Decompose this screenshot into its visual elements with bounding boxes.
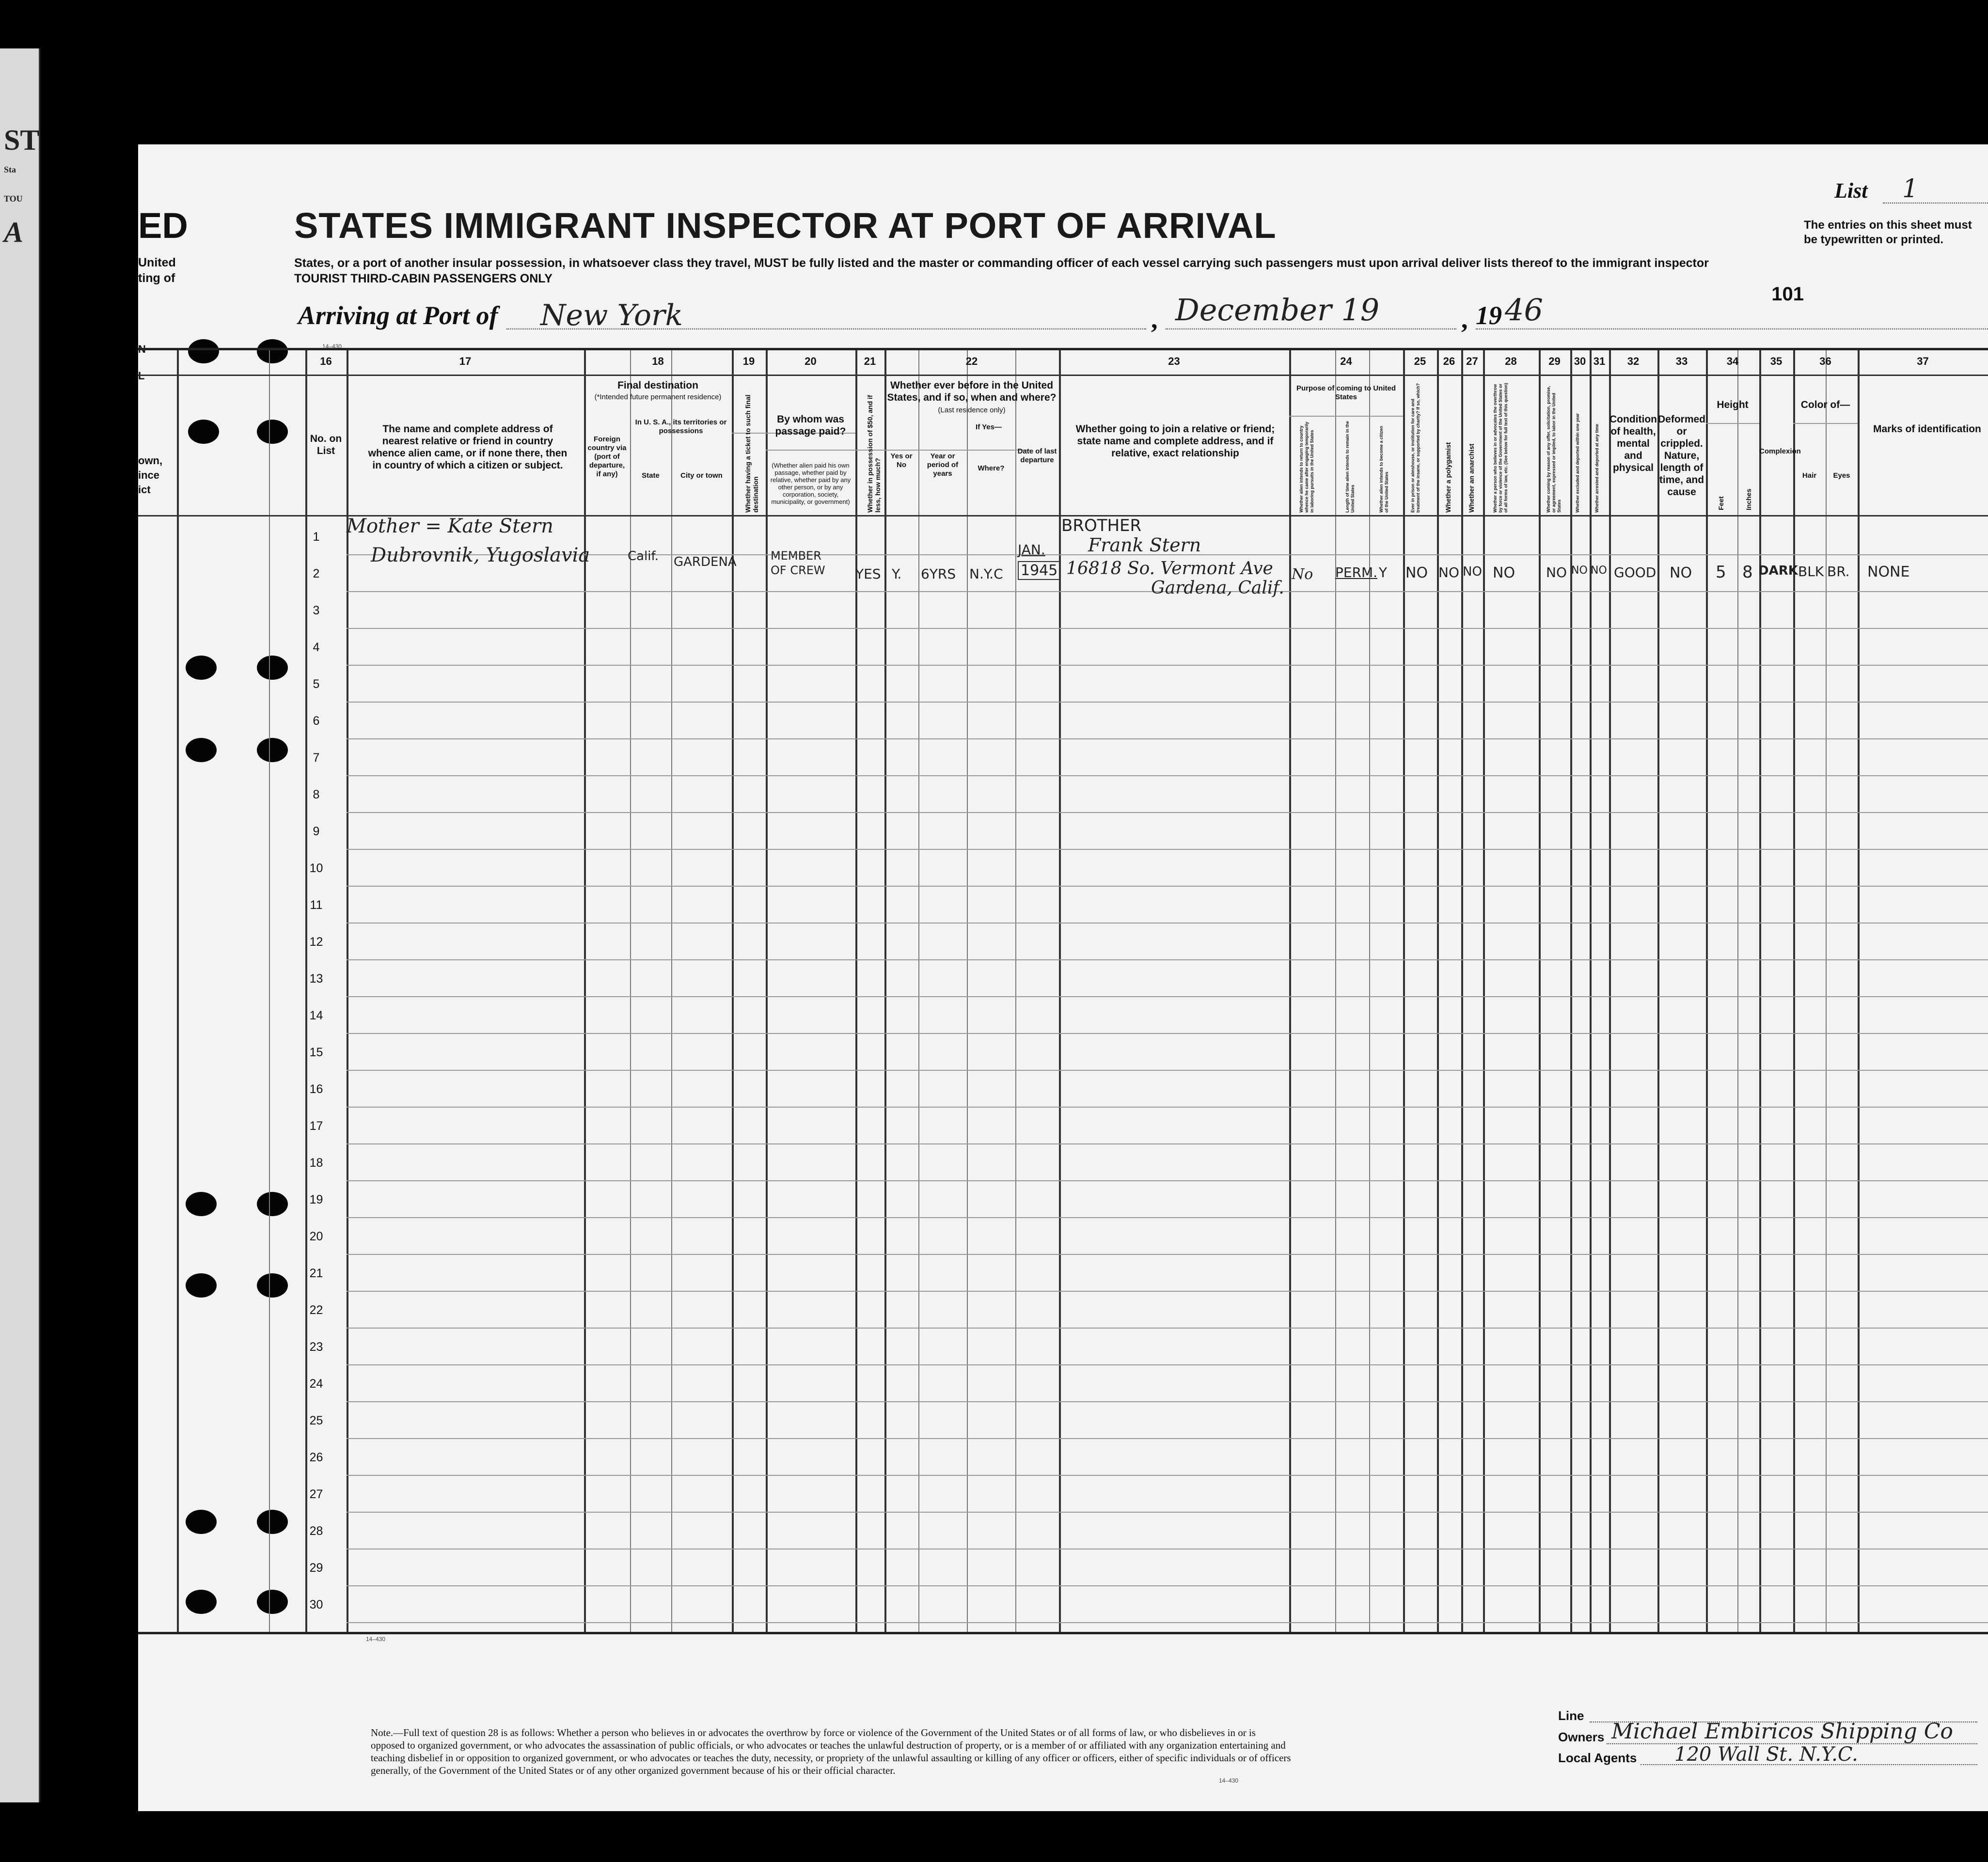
col23-header: Whether going to join a relative or friend; state name and complete address, and if relative, exact relationship <box>1075 423 1275 459</box>
column-number: 20 <box>805 355 817 367</box>
col30-header: Whether excluded and deported within one year <box>1575 413 1580 513</box>
row1-purpose-length: PERM. <box>1335 564 1378 580</box>
row-number: 16 <box>309 1082 323 1096</box>
table-divider <box>1289 350 1291 1632</box>
table-divider <box>732 350 734 1632</box>
row1-hair: BLK <box>1798 563 1824 579</box>
column-number: 33 <box>1675 355 1688 367</box>
form-code-note: 14–430 <box>1219 1777 1239 1784</box>
agents-value: 120 Wall St. N.Y.C. <box>1674 1743 1858 1766</box>
row-number: 2 <box>313 567 320 580</box>
row-number: 18 <box>309 1156 323 1170</box>
column-number: 29 <box>1548 355 1561 367</box>
arriving-label: Arriving at Port of <box>298 301 498 330</box>
col26-header: Whether a polygamist <box>1444 442 1452 513</box>
table-divider <box>347 350 348 1632</box>
column-number: 30 <box>1574 355 1586 367</box>
left-adjacent-sheet <box>0 48 40 1802</box>
table-divider <box>1858 350 1860 1632</box>
column-number: 16 <box>320 355 332 367</box>
col24-header: Purpose of coming to United States <box>1296 384 1396 401</box>
year-suffix: 46 <box>1505 292 1543 328</box>
row-number: 11 <box>310 898 323 912</box>
col19-header: Whether having a ticket to such final destination <box>744 394 759 513</box>
table-divider <box>269 350 270 1632</box>
column-number: 28 <box>1505 355 1517 367</box>
row-number: 4 <box>313 641 320 654</box>
manifest-table <box>138 348 1988 1643</box>
row1-join-city: Gardena, Calif. <box>1151 578 1284 598</box>
row-number: 22 <box>309 1303 323 1317</box>
left-col-fragment: ince <box>138 469 160 481</box>
row-rule <box>347 1217 1988 1218</box>
row1-where: N.Y.C <box>969 566 1003 582</box>
col35-header: Complexion <box>1759 447 1801 455</box>
question-28-note: Note.—Full text of question 28 is as follows: Whether a person who believes in or advocates the overthrow by force or violence of the Government of the United States or of all forms of law, or who disbelieves in or is opposed to organized government, or who advocates the assassination of public officials, or who advocates or teaches the unlawful destruction of property, or is a member of or affiliated with any organization entertaining and teaching disbelief in or opposition to organized government, or who advocates or teaches the duty, necessity, or propriety of the unlawful assaulting or killing of any officer or officers, either of specific individuals or of officers generally, of the Government of the United States or of any other organized government because of his or their official character. <box>371 1727 1291 1776</box>
row-rule <box>347 1180 1988 1181</box>
row-number: 23 <box>309 1340 323 1354</box>
col18-state: State <box>642 471 660 480</box>
row1-state: Calif. <box>628 549 659 563</box>
page-title: STATES IMMIGRANT INSPECTOR AT PORT OF ARRIVAL <box>294 205 1277 246</box>
row-rule <box>347 1512 1988 1513</box>
column-number: 19 <box>742 355 755 367</box>
left-col-fragment: N <box>138 343 146 355</box>
row1-join-relation: BROTHER <box>1061 516 1142 535</box>
row-number: 15 <box>309 1046 323 1059</box>
list-label: List <box>1834 179 1868 203</box>
comma-1: , <box>1151 305 1158 334</box>
row-rule <box>347 959 1988 960</box>
column-number: 25 <box>1414 355 1426 367</box>
manifest-page <box>138 144 1988 1811</box>
col24-sub-a: Whether alien intends to return to country whence he came after engaging temporarily in laboring pursuits in the United States <box>1299 422 1314 513</box>
row-rule <box>347 665 1988 666</box>
col37-header: Marks of identification <box>1873 423 1981 435</box>
col20-sub: (Whether alien paid his own passage, whether paid by relative, whether paid by any other person, or by any corporation, society, municipality, or government) <box>770 462 851 505</box>
col22-yes-no: Yes or No <box>890 452 913 469</box>
col36-hair: Hair <box>1802 471 1817 480</box>
lead-line-1: States, or a port of another insular possession, in whatsoever class they travel, MUST be fully listed and the master or commanding officer of each vessel carrying such passengers must upon arrival deliver lists thereof to the immigrant inspector <box>294 256 1709 270</box>
row1-city: GARDENA <box>674 555 737 569</box>
table-divider <box>1657 350 1659 1632</box>
row-rule <box>347 812 1988 813</box>
row1-q31: NO <box>1591 564 1607 577</box>
form-code-top: 14–430 <box>322 343 342 350</box>
row1-before-yes: Y. <box>892 566 902 582</box>
row1-paid-by-1: MEMBER <box>771 549 821 563</box>
row-number: 19 <box>309 1193 323 1206</box>
col22-if-yes: If Yes— <box>976 423 1002 431</box>
table-divider <box>1335 350 1336 1632</box>
row-rule <box>347 1585 1988 1586</box>
column-number: 17 <box>459 355 472 367</box>
column-number: 35 <box>1770 355 1783 367</box>
row-number: 13 <box>309 972 323 986</box>
row-number: 10 <box>309 861 323 875</box>
subheader-rule <box>1289 416 1403 417</box>
col34-feet: Feet <box>1717 496 1725 510</box>
table-divider <box>1609 350 1611 1632</box>
col36-header: Color of— <box>1800 399 1850 410</box>
row-rule <box>347 1070 1988 1071</box>
comma-2: , <box>1461 305 1468 334</box>
row-number: 1 <box>313 530 320 544</box>
row-rule <box>347 1033 1988 1034</box>
row1-departure-month: JAN. <box>1018 542 1045 558</box>
row-number: 14 <box>309 1009 323 1022</box>
table-divider <box>1706 350 1708 1632</box>
row-number: 24 <box>309 1377 323 1391</box>
row1-relative-name: Mother = Kate Stern <box>347 515 553 537</box>
column-number: 34 <box>1726 355 1739 367</box>
col22-sub: (Last residence only) <box>938 406 1006 414</box>
table-divider <box>884 350 886 1632</box>
row-rule <box>347 1291 1988 1292</box>
row-number: 27 <box>309 1487 323 1501</box>
table-divider <box>1015 350 1016 1632</box>
row-number: 17 <box>309 1119 323 1133</box>
row1-paid-by-2: OF CREW <box>771 563 825 577</box>
left-col-fragment: ict <box>138 484 151 496</box>
row-rule <box>347 1328 1988 1329</box>
table-divider <box>1759 350 1761 1632</box>
table-divider <box>1483 350 1485 1632</box>
left-lead-fragment: United <box>138 256 176 269</box>
agents-line <box>1641 1764 1977 1765</box>
table-divider <box>1826 350 1827 1632</box>
row-rule <box>347 1622 1988 1623</box>
col18-city: City or town <box>680 471 723 480</box>
row-rule <box>347 702 1988 703</box>
row1-inches: 8 <box>1742 563 1753 582</box>
row-rule <box>347 1401 1988 1402</box>
subheader-rule <box>1793 423 1858 424</box>
row-rule <box>347 775 1988 776</box>
row1-health: GOOD <box>1614 564 1657 580</box>
subheader-rule <box>1706 423 1759 424</box>
col31-header: Whether arrested and deported at any time <box>1594 423 1599 513</box>
table-divider <box>177 350 179 1632</box>
page-number: 101 <box>1771 283 1804 305</box>
row1-marks: NONE <box>1867 563 1910 580</box>
col22-departure: Date of last departure <box>1017 447 1057 464</box>
col17-header: The name and complete address of nearest relative or friend in country whence alien came, or if none there, then in country of which a citizen or subject. <box>368 423 568 471</box>
left-fragment: A <box>4 216 24 248</box>
column-number: 24 <box>1340 355 1352 367</box>
table-divider <box>1437 350 1439 1632</box>
row1-q30: NO <box>1571 564 1588 577</box>
col18-usa: In U. S. A., its territories or possessions <box>635 418 727 435</box>
row1-deformed: NO <box>1670 564 1692 581</box>
table-divider <box>855 350 857 1632</box>
row-number: 3 <box>313 604 320 617</box>
row-rule <box>347 1143 1988 1144</box>
list-number: 1 <box>1902 174 1919 203</box>
row-number: 26 <box>309 1451 323 1464</box>
row-number: 9 <box>313 825 320 838</box>
row1-years: 6YRS <box>921 566 956 582</box>
col25-header: Ever in prison or almshouse, or institution for care and treatment of the insane, or supported by charity? If so, which? <box>1410 383 1420 513</box>
col36-eyes: Eyes <box>1833 471 1850 480</box>
table-divider <box>1369 350 1370 1632</box>
col34-header: Height <box>1717 399 1749 410</box>
row-number: 25 <box>309 1414 323 1427</box>
column-number: 21 <box>864 355 876 367</box>
col24-sub-b: Length of time alien intends to remain in the United States <box>1345 421 1355 513</box>
row1-departure-year: 1945 <box>1018 561 1060 580</box>
col32-header: Condition of health, mental and physical <box>1609 414 1657 473</box>
col27-header: Whether an anarchist <box>1467 443 1475 513</box>
row-number: 6 <box>313 714 320 728</box>
col18-foreign: Foreign country via (port of departure, if any) <box>587 435 627 478</box>
column-number: 18 <box>652 355 664 367</box>
table-divider <box>1793 350 1795 1632</box>
table-divider <box>967 350 968 1632</box>
owners-value: Michael Embiricos Shipping Co <box>1611 1719 1953 1744</box>
form-code-bottom: 14–430 <box>366 1636 386 1643</box>
table-divider <box>630 350 631 1632</box>
row1-prison: NO <box>1405 564 1428 581</box>
table-divider <box>1461 350 1463 1632</box>
table-divider <box>1059 350 1061 1632</box>
year-prefix: 19 <box>1476 301 1502 330</box>
row1-feet: 5 <box>1716 563 1726 582</box>
row-rule <box>347 996 1988 997</box>
table-divider <box>766 350 768 1632</box>
row-number: 12 <box>309 935 323 949</box>
port-value: New York <box>540 298 683 332</box>
left-fragment: TOU <box>4 194 23 203</box>
row-rule <box>347 849 1988 850</box>
table-divider <box>1737 350 1738 1632</box>
table-divider <box>584 350 586 1632</box>
left-fragment: ST <box>4 124 40 156</box>
row-number: 5 <box>313 677 320 691</box>
owners-label: Owners <box>1558 1730 1605 1744</box>
col33-header: Deformed or crippled. Nature, length of time, and cause <box>1657 414 1706 498</box>
row1-relative-address: Dubrovnik, Yugoslavia <box>371 544 590 566</box>
row-rule <box>347 1438 1988 1439</box>
column-number: 32 <box>1627 355 1640 367</box>
row1-join-street: 16818 So. Vermont Ave <box>1066 559 1273 579</box>
col16-header: No. on List <box>310 433 342 456</box>
table-divider <box>1590 350 1592 1632</box>
column-number: 36 <box>1819 355 1831 367</box>
column-number: 27 <box>1466 355 1478 367</box>
row1-eyes: BR. <box>1827 563 1850 579</box>
row-number: 7 <box>313 751 320 765</box>
subheader-rule <box>766 450 1030 451</box>
col22-header: Whether ever before in the United States, and if so, when and where? <box>887 380 1057 403</box>
col24-sub-c: Whether alien intends to become a citizen of the United States <box>1379 425 1389 513</box>
row-rule <box>347 628 1988 629</box>
row-rule <box>347 738 1988 739</box>
col22-where: Where? <box>978 464 1005 472</box>
row-number: 8 <box>313 788 320 801</box>
column-number: 37 <box>1917 355 1929 367</box>
left-col-fragment: own, <box>138 454 163 467</box>
date-value: December 19 <box>1175 292 1380 328</box>
col21-header: Whether in possession of $50, and if less, how much? <box>866 395 882 513</box>
col34-inches: Inches <box>1745 488 1752 510</box>
col18-sub: (*Intended future permanent residence) <box>594 393 722 401</box>
row1-anarchist: NO <box>1463 564 1482 579</box>
row-rule <box>347 1254 1988 1255</box>
agents-label: Local Agents <box>1558 1751 1637 1765</box>
table-divider <box>1570 350 1572 1632</box>
col20-header: By whom was passage paid? <box>775 414 846 437</box>
left-fragment: Sta <box>4 165 16 174</box>
row-number: 28 <box>309 1524 323 1538</box>
row-number: 30 <box>309 1598 323 1612</box>
row1-q28: NO <box>1493 564 1515 581</box>
row1-purpose-return: No <box>1292 566 1313 583</box>
row-number: 20 <box>309 1230 323 1243</box>
header-rule <box>138 375 1988 376</box>
column-number: 23 <box>1168 355 1180 367</box>
col22-years: Year or period of years <box>927 452 959 478</box>
col18-header: Final destination <box>617 380 698 391</box>
row-number: 21 <box>309 1267 323 1280</box>
row1-complexion: DARK <box>1758 563 1798 578</box>
line-label: Line <box>1558 1708 1584 1723</box>
table-divider <box>918 350 919 1632</box>
row1-polygamist: NO <box>1438 564 1459 580</box>
row-number: 29 <box>309 1561 323 1575</box>
col28-header: Whether a person who believes in or advocates the overthrow by force or violence of the Government of the United States or of all forms of law, etc. (See below for full text of this question) <box>1493 383 1508 513</box>
table-divider <box>1539 350 1541 1632</box>
row-rule <box>347 1475 1988 1476</box>
left-col-fragment: L <box>138 370 145 382</box>
column-number: 31 <box>1593 355 1606 367</box>
row-rule <box>347 886 1988 887</box>
table-divider <box>1403 350 1405 1632</box>
column-number: 22 <box>965 355 978 367</box>
row1-money: YES <box>855 566 881 582</box>
left-title-fragment: ED <box>138 205 188 246</box>
table-divider <box>671 350 672 1632</box>
column-number: 26 <box>1443 355 1455 367</box>
row1-purpose-citizen: Y <box>1379 564 1388 580</box>
entries-note: The entries on this sheet must be typewritten or printed. <box>1804 219 1972 246</box>
row1-q29: NO <box>1546 564 1567 580</box>
row-rule <box>347 1364 1988 1365</box>
row1-join-name: Frank Stern <box>1088 534 1201 556</box>
lead-line-2: TOURIST THIRD-CABIN PASSENGERS ONLY <box>294 272 552 285</box>
left-lead-fragment-2: ting of <box>138 271 175 285</box>
row-rule <box>347 1107 1988 1108</box>
col29-header: Whether coming by reason of any offer, solicitation, promise, or agreement, expressed or implied, to labor in the United States <box>1546 386 1562 513</box>
